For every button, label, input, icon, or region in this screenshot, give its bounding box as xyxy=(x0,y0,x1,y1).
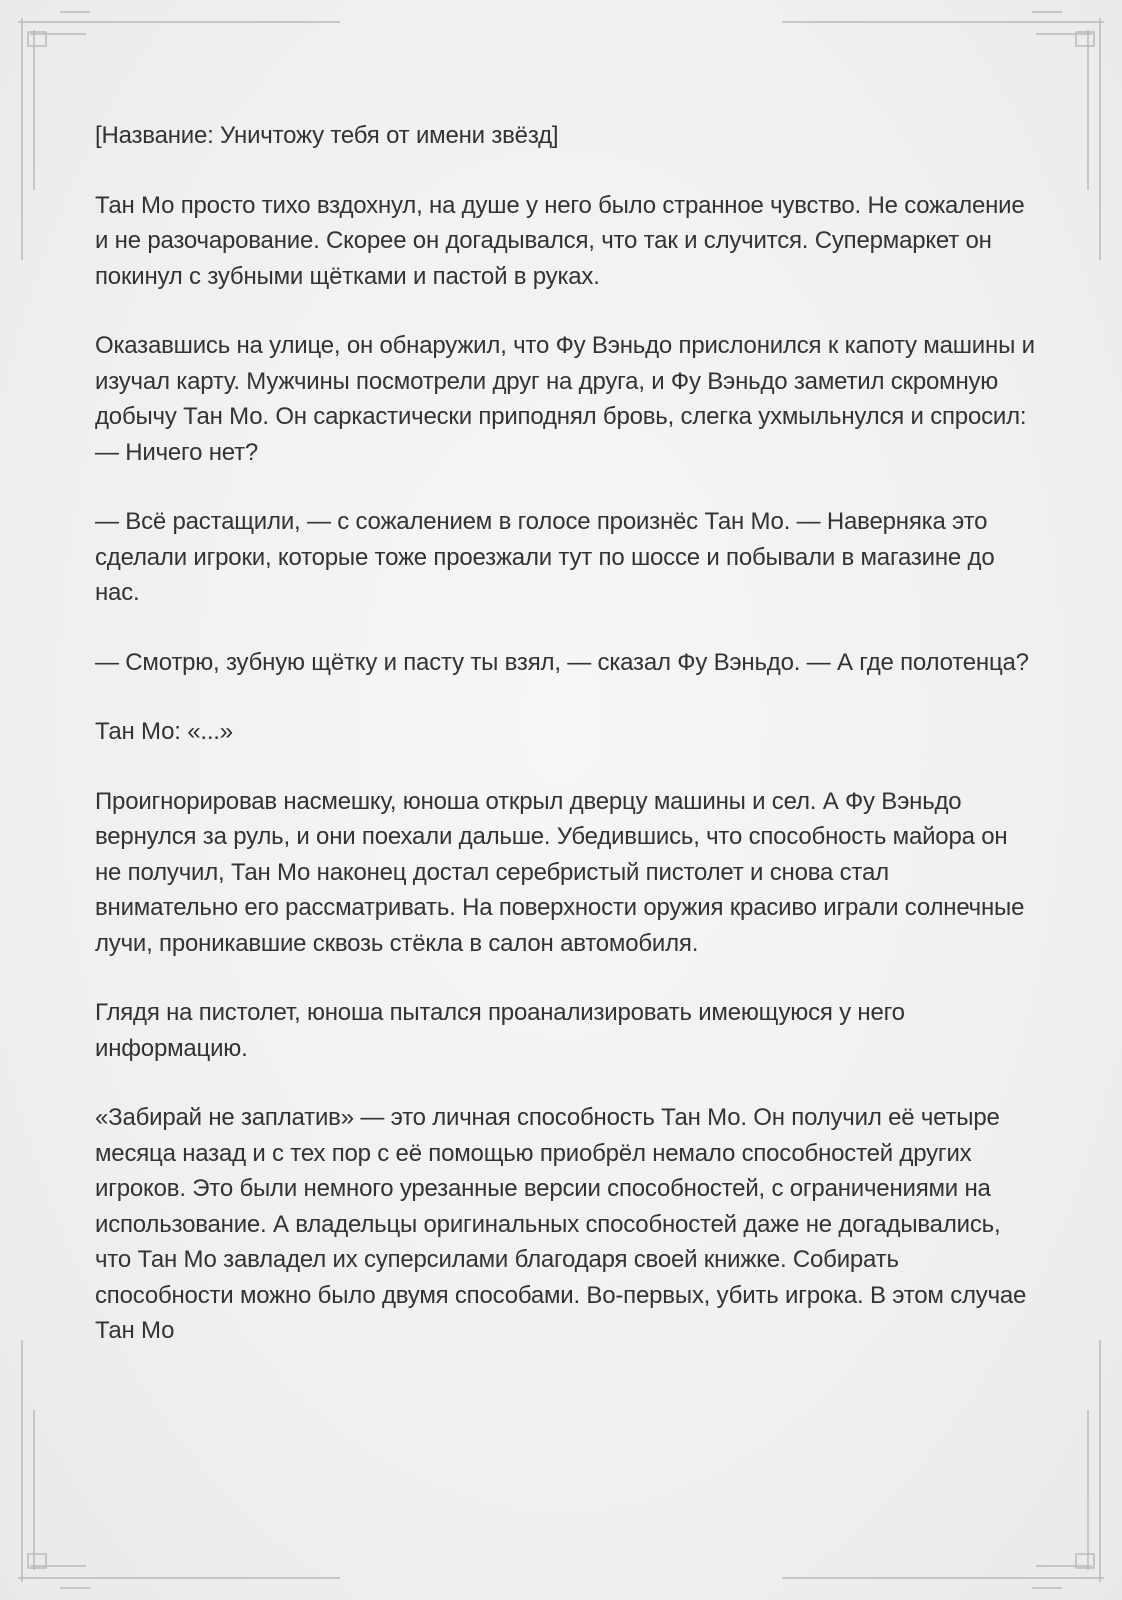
paragraph: Тан Мо просто тихо вздохнул, на душе у него было странное чувство. Не сожаление и не разочарование. Скорее он догадывался, что так и случится. Супермаркет он покинул с зубными щётками и пастой в руках. xyxy=(95,191,1025,290)
paragraph: Оказавшись на улице, он обнаружил, что Фу Вэньдо прислонился к капоту машины и изучал карту. Мужчины посмотрели друг на друга, и Фу Вэньдо заметил скромную добычу Тан Мо. Он саркастически приподнял бровь, слегка ухмыльнулся и спросил: — Ничего нет? xyxy=(95,332,1035,466)
document-title: [Название: Уничтожу тебя от имени звёзд] xyxy=(95,122,559,149)
paragraph: Глядя на пистолет, юноша пытался проанализировать имеющуюся у него информацию. xyxy=(95,999,905,1062)
paragraph: — Смотрю, зубную щётку и пасту ты взял, — сказал Фу Вэньдо. — А где полотенца? xyxy=(95,648,1029,676)
paragraph: Тан Мо: «...» xyxy=(95,718,233,745)
document-body xyxy=(95,118,1035,1383)
paragraph: «Забирай не заплатив» — это личная способность Тан Мо. Он получил её четыре месяца назад и с тех пор с её помощью приобрёл немало способностей других игроков. Это были немного урезанные версии способностей, с ограничениями на использование. А владельцы оригинальных способностей даже не догадывались, что Тан Мо завладел их суперсилами благодаря своей книжке. Собирать способности можно было двумя способами. Во-первых, убить игрока. В этом случае Тан Мо xyxy=(95,1104,1027,1344)
paragraph: — Всё растащили, — с сожалением в голосе произнёс Тан Мо. — Наверняка это сделали игроки, которые тоже проезжали тут по шоссе и побывали в магазине до нас. xyxy=(95,508,995,606)
paragraph: Проигнорировав насмешку, юноша открыл дверцу машины и сел. А Фу Вэньдо вернулся за руль, и они поехали дальше. Убедившись, что способность майора он не получил, Тан Мо наконец достал серебристый пистолет и снова стал внимательно его рассматривать. На поверхности оружия красиво играли солнечные лучи, проникавшие сквозь стёкла в салон автомобиля. xyxy=(95,787,1025,957)
